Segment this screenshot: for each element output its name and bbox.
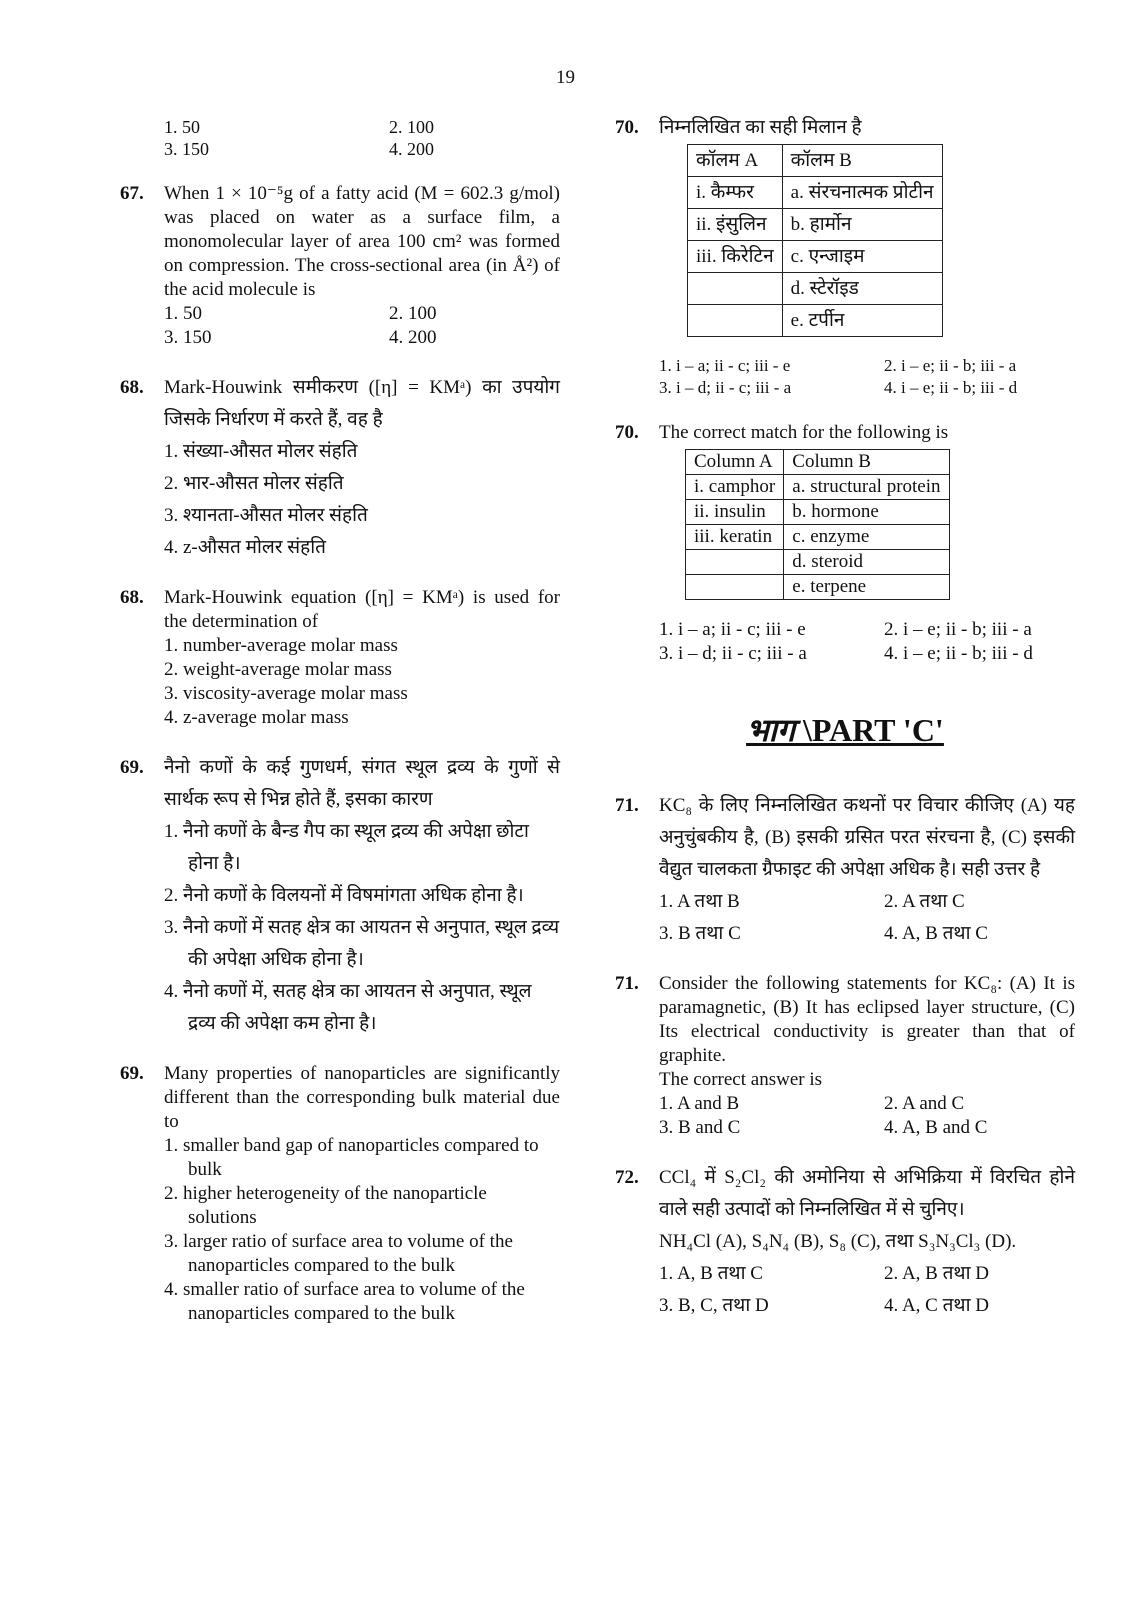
option: 1. i – a; ii - c; iii - e [659, 356, 791, 375]
question-text-continued: The correct answer is [659, 1069, 823, 1090]
option: 3. i – d; ii - c; iii - a [659, 643, 807, 664]
page-number: 19 [556, 67, 575, 88]
option: 1. A and B [659, 1093, 740, 1114]
table-header: कॉलम A [688, 145, 783, 177]
option: 4. 200 [389, 139, 434, 159]
option: 4. z-average molar mass [164, 707, 349, 728]
option: 1. smaller band gap of nanoparticles compared to bulk [164, 1135, 539, 1180]
option: 4. 200 [389, 327, 437, 348]
option: 2. A and C [884, 1093, 965, 1114]
option: 2. नैनो कणों के विलयनों में विषमांगता अधिक होना है। [164, 885, 524, 906]
option: 3. 150 [164, 327, 212, 348]
option: 4. i – e; ii - b; iii - d [884, 378, 1018, 397]
question-number: 71. [615, 795, 639, 816]
table-row [688, 177, 943, 209]
question-67 [120, 182, 560, 350]
table-cell: ii. इंसुलिन [688, 209, 783, 241]
table-cell: iii. keratin [686, 525, 784, 550]
question-text: निम्नलिखित का सही मिलान है [659, 117, 862, 138]
option: 3. larger ratio of surface area to volume of the nanoparticles compared to the bulk [164, 1231, 513, 1276]
table-cell: i. camphor [686, 475, 784, 500]
table-cell [688, 273, 783, 305]
question-text: नैनो कणों के कई गुणधर्म, संगत स्थूल द्रव्य के गुणों से सार्थक रूप से भिन्न होते हैं, इसका कारण [164, 757, 560, 810]
table-cell: b. hormone [784, 500, 949, 525]
option: 4. A, C तथा D [884, 1295, 989, 1316]
table-cell [686, 575, 784, 600]
option: 3. i – d; ii - c; iii - a [659, 378, 792, 397]
table-cell [688, 305, 783, 337]
option: 3. नैनो कणों में सतह क्षेत्र का आयतन से अनुपात, स्थूल द्रव्य की अपेक्षा अधिक होना है। [164, 917, 560, 970]
option: 4. i – e; ii - b; iii - d [884, 643, 1033, 664]
question-68-english [120, 586, 560, 730]
left-column [120, 116, 560, 1326]
option: 2. i – e; ii - b; iii - a [884, 356, 1017, 375]
table-row [686, 475, 950, 500]
question-text: Mark-Houwink equation ([η] = KMᵃ) is used for the determination of [164, 587, 560, 632]
table-cell: c. एन्जाइम [782, 241, 942, 273]
question-number: 71. [615, 973, 639, 994]
question-71-english [615, 972, 1075, 1140]
question-72-hindi [615, 1162, 1075, 1322]
option: 2. higher heterogeneity of the nanoparticle solutions [164, 1183, 487, 1228]
question-number: 69. [120, 757, 144, 778]
question-69-english [120, 1062, 560, 1326]
question-text-continued: NH₄Cl (A), S₄N₄ (B), S₈ (C), तथा S₃N₃Cl₃ (D). [659, 1231, 1017, 1252]
option: 4. A, B and C [884, 1117, 988, 1138]
option: 2. 100 [389, 303, 437, 324]
question-66-options [120, 116, 560, 160]
table-row [688, 305, 943, 337]
table-cell: a. structural protein [784, 475, 949, 500]
table-cell: c. enzyme [784, 525, 949, 550]
question-text: Consider the following statements for KC₈: (A) It is paramagnetic, (B) It has eclipsed layer structure, (C) Its electrical conductivity is greater than that of graphite. [659, 973, 1075, 1066]
question-text: Many properties of nanoparticles are significantly different than the corresponding bulk material due to [164, 1063, 560, 1132]
question-number: 68. [120, 377, 144, 398]
question-number: 67. [120, 183, 144, 204]
table-row [686, 550, 950, 575]
table-cell: d. स्टेरॉइड [782, 273, 942, 305]
option: 2. i – e; ii - b; iii - a [884, 619, 1032, 640]
question-69-hindi [120, 752, 560, 1040]
option: 1. संख्या-औसत मोलर संहति [164, 441, 358, 462]
question-number: 69. [120, 1063, 144, 1084]
option: 2. A, B तथा D [884, 1263, 989, 1284]
right-column [615, 116, 1075, 1322]
part-heading-hindi: भाग [746, 712, 795, 748]
option: 4. नैनो कणों में, सतह क्षेत्र का आयतन से अनुपात, स्थूल द्रव्य की अपेक्षा कम होना है। [164, 981, 532, 1034]
option: 4. smaller ratio of surface area to volume of the nanoparticles compared to the bulk [164, 1279, 525, 1324]
table-row [688, 209, 943, 241]
option: 2. 100 [389, 117, 434, 137]
option: 1. 50 [164, 303, 202, 324]
question-70-hindi [615, 116, 1075, 399]
option: 3. B and C [659, 1117, 741, 1138]
option: 2. A तथा C [884, 891, 965, 912]
table-cell: e. terpene [784, 575, 949, 600]
option: 2. भार-औसत मोलर संहति [164, 473, 344, 494]
question-number: 72. [615, 1167, 639, 1188]
table-row [688, 273, 943, 305]
table-row [686, 500, 950, 525]
option: 1. 50 [164, 117, 200, 137]
question-text: The correct match for the following is [659, 422, 949, 443]
part-heading [615, 710, 1075, 750]
question-text: Mark-Houwink समीकरण ([η] = KMᵃ) का उपयोग जिसके निर्धारण में करते हैं, वह है [164, 377, 560, 430]
table-cell: iii. किरेटिन [688, 241, 783, 273]
match-table [685, 449, 950, 600]
table-row [686, 575, 950, 600]
option: 1. नैनो कणों के बैन्ड गैप का स्थूल द्रव्य की अपेक्षा छोटा होना है। [164, 821, 529, 874]
question-70-english [615, 421, 1075, 666]
table-cell: b. हार्मोन [782, 209, 942, 241]
question-text: CCl₄ में S₂Cl₂ की अमोनिया से अभिक्रिया में विरचित होने वाले सही उत्पादों को निम्नलिखित में से चुनिए। [659, 1167, 1075, 1220]
option: 1. i – a; ii - c; iii - e [659, 619, 806, 640]
table-row [688, 241, 943, 273]
option: 3. B तथा C [659, 923, 741, 944]
question-text: When 1 × 10⁻⁵g of a fatty acid (M = 602.3 g/mol) was placed on water as a surface film, a monomolecular layer of area 100 cm² was formed on compression. The cross-sectional area (in Å²) of the acid molecule is [164, 183, 560, 300]
question-text: KC₈ के लिए निम्नलिखित कथनों पर विचार कीजिए (A) यह अनुचुंबकीय है, (B) इसकी ग्रसित परत संरचना है, (C) इसकी वैद्युत चालकता ग्रैफाइट की अपेक्षा अधिक है। सही उत्तर है [659, 795, 1075, 880]
table-cell: d. steroid [784, 550, 949, 575]
table-row [686, 525, 950, 550]
question-number: 68. [120, 587, 144, 608]
table-header: Column B [784, 450, 949, 475]
table-cell [686, 550, 784, 575]
question-71-hindi [615, 790, 1075, 950]
option: 3. 150 [164, 139, 209, 159]
option: 3. viscosity-average molar mass [164, 683, 408, 704]
option: 1. A, B तथा C [659, 1263, 763, 1284]
table-cell: ii. insulin [686, 500, 784, 525]
option: 4. A, B तथा C [884, 923, 988, 944]
option: 4. z-औसत मोलर संहति [164, 537, 326, 558]
question-68-hindi [120, 372, 560, 564]
option: 1. A तथा B [659, 891, 740, 912]
match-table [687, 144, 943, 337]
option: 1. number-average molar mass [164, 635, 398, 656]
option: 3. B, C, तथा D [659, 1295, 769, 1316]
table-cell: a. संरचनात्मक प्रोटीन [782, 177, 942, 209]
part-heading-english: \PART 'C' [803, 712, 944, 748]
option: 2. weight-average molar mass [164, 659, 392, 680]
question-number: 70. [615, 422, 639, 443]
table-header: Column A [686, 450, 784, 475]
table-cell: i. कैम्फर [688, 177, 783, 209]
question-number: 70. [615, 117, 639, 138]
table-cell: e. टर्पीन [782, 305, 942, 337]
table-header: कॉलम B [782, 145, 942, 177]
option: 3. श्यानता-औसत मोलर संहति [164, 505, 368, 526]
